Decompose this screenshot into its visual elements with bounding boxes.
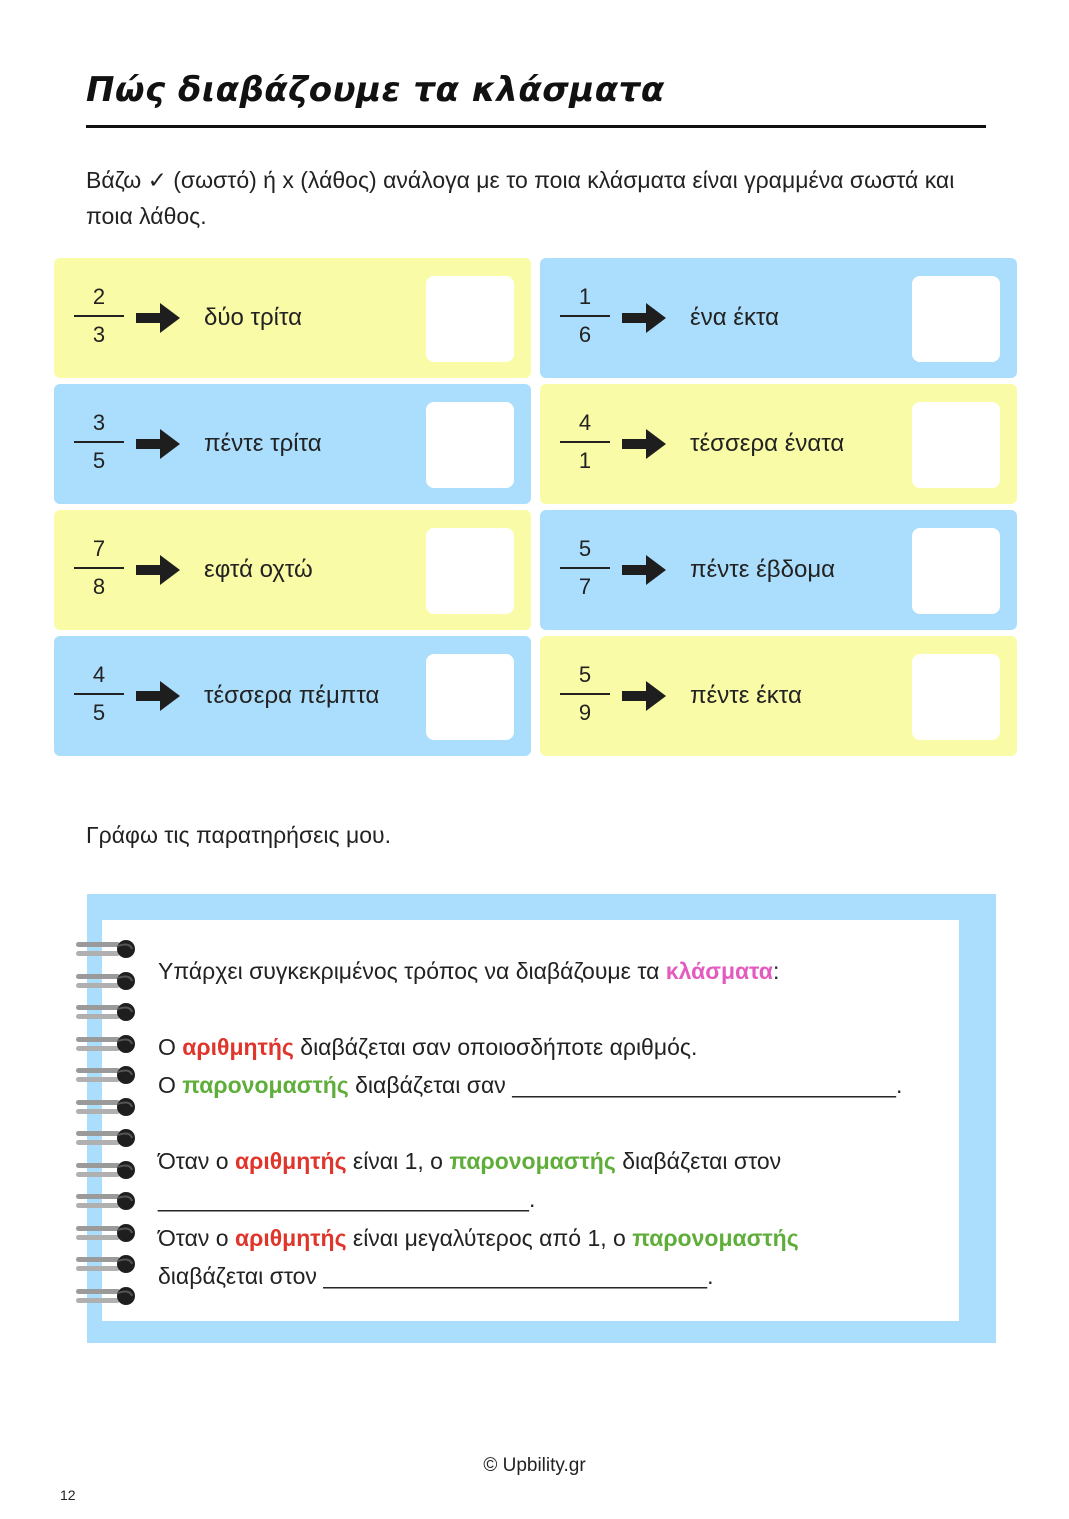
text: Όταν ο [158, 1225, 235, 1251]
answer-checkbox[interactable] [426, 276, 514, 362]
highlight-numerator: αριθμητής [234, 1148, 347, 1174]
fraction-card [54, 510, 531, 630]
spiral-ring-icon [74, 1190, 138, 1212]
answer-checkbox[interactable] [912, 528, 1000, 614]
arrow-right-icon [136, 679, 180, 713]
denominator: 7 [578, 574, 592, 599]
numerator: 3 [92, 410, 106, 435]
arrow-right-icon [622, 679, 666, 713]
fraction [74, 408, 124, 476]
fraction-bar [74, 315, 124, 317]
fraction-reading: πέντε τρίτα [204, 430, 322, 457]
arrow-right-icon [136, 301, 180, 335]
title-divider [86, 125, 986, 128]
spiral-ring-icon [74, 1222, 138, 1244]
copyright-footer: © Upbility.gr [483, 1455, 586, 1476]
text: : [772, 958, 780, 984]
notebook-line-4 [158, 1148, 781, 1175]
highlight-denominator: παρονομαστής [449, 1148, 616, 1174]
text: είναι 1, ο [346, 1148, 450, 1174]
spiral-ring-icon [74, 1033, 138, 1055]
denominator: 5 [92, 448, 106, 473]
fraction-bar [560, 441, 610, 443]
numerator: 4 [92, 662, 106, 687]
denominator: 5 [92, 700, 106, 725]
fill-in-blank[interactable]: διαβάζεται σαν ______________________________. [348, 1072, 903, 1098]
arrow-right-icon [622, 427, 666, 461]
fraction [560, 282, 610, 350]
spiral-ring-icon [74, 1253, 138, 1275]
denominator: 8 [92, 574, 106, 599]
text: Ο [158, 1034, 183, 1060]
spiral-ring-icon [74, 1127, 138, 1149]
fraction [74, 282, 124, 350]
arrow-right-icon [136, 427, 180, 461]
answer-checkbox[interactable] [912, 654, 1000, 740]
fraction-card [54, 384, 531, 504]
fraction [74, 534, 124, 602]
fraction-reading: πέντε έκτα [690, 682, 802, 709]
fraction [560, 408, 610, 476]
text: διαβάζεται στον [615, 1148, 782, 1174]
fraction-bar [560, 315, 610, 317]
answer-checkbox[interactable] [426, 402, 514, 488]
highlight-denominator: παρονομαστής [632, 1225, 799, 1251]
fraction-reading: πέντε έβδομα [690, 556, 836, 583]
text: διαβάζεται σαν οποιοσδήποτε αριθμός. [293, 1034, 698, 1060]
fill-in-blank[interactable]: _____________________________. [158, 1186, 536, 1212]
fraction-card [540, 384, 1017, 504]
denominator: 6 [578, 322, 592, 347]
numerator: 1 [578, 284, 592, 309]
fraction-bar [560, 567, 610, 569]
notebook-line-5 [158, 1186, 535, 1213]
spiral-ring-icon [74, 970, 138, 992]
denominator: 9 [578, 700, 592, 725]
page-number: 12 [60, 1487, 76, 1503]
denominator: 1 [578, 448, 592, 473]
text: Όταν ο [158, 1148, 235, 1174]
fraction-reading: ένα έκτα [690, 304, 779, 331]
fraction-card [540, 510, 1017, 630]
text: είναι μεγαλύτερος από 1, ο [346, 1225, 633, 1251]
fraction-bar [74, 567, 124, 569]
fraction-card [540, 258, 1017, 378]
fraction-reading: τέσσερα πέμπτα [204, 682, 380, 709]
arrow-right-icon [136, 553, 180, 587]
answer-checkbox[interactable] [426, 528, 514, 614]
notebook-line-7 [158, 1263, 713, 1290]
answer-checkbox[interactable] [912, 402, 1000, 488]
fraction-card [54, 258, 531, 378]
spiral-ring-icon [74, 1001, 138, 1023]
highlight-fractions: κλάσματα [665, 958, 773, 984]
fraction-bar [74, 441, 124, 443]
text: Υπάρχει συγκεκριμένος τρόπος να διαβάζουμε τα [158, 958, 666, 984]
numerator: 7 [92, 536, 106, 561]
numerator: 5 [578, 536, 592, 561]
notebook-line-3 [158, 1072, 902, 1099]
highlight-numerator: αριθμητής [234, 1225, 347, 1251]
fraction-bar [74, 693, 124, 695]
answer-checkbox[interactable] [912, 276, 1000, 362]
answer-checkbox[interactable] [426, 654, 514, 740]
spiral-ring-icon [74, 1096, 138, 1118]
notebook-line-6 [158, 1225, 799, 1252]
highlight-denominator: παρονομαστής [182, 1072, 349, 1098]
fraction-reading: εφτά οχτώ [204, 556, 313, 583]
page-title: Πώς διαβάζουμε τα κλάσματα [86, 70, 665, 110]
numerator: 5 [578, 662, 592, 687]
observations-label: Γράφω τις παρατηρήσεις μου. [86, 822, 391, 848]
spiral-ring-icon [74, 1285, 138, 1307]
text: Ο [158, 1072, 183, 1098]
numerator: 4 [578, 410, 592, 435]
fraction-reading: τέσσερα ένατα [690, 430, 845, 457]
spiral-ring-icon [74, 938, 138, 960]
spiral-ring-icon [74, 1064, 138, 1086]
denominator: 3 [92, 322, 106, 347]
notebook-line-2 [158, 1034, 697, 1061]
fraction-card [54, 636, 531, 756]
instruction-text: Βάζω ✓ (σωστό) ή x (λάθος) ανάλογα με το ποια κλάσματα είναι γραμμένα σωστά και ποια λάθος. [86, 167, 955, 229]
arrow-right-icon [622, 301, 666, 335]
notebook-line-1 [158, 958, 779, 985]
numerator: 2 [92, 284, 106, 309]
fraction [560, 660, 610, 728]
fraction-bar [560, 693, 610, 695]
fill-in-blank[interactable]: διαβάζεται στον ______________________________. [158, 1263, 714, 1289]
highlight-numerator: αριθμητής [182, 1034, 294, 1060]
arrow-right-icon [622, 553, 666, 587]
fraction-reading: δύο τρίτα [204, 304, 302, 331]
fraction-card [540, 636, 1017, 756]
fraction [560, 534, 610, 602]
fraction [74, 660, 124, 728]
spiral-ring-icon [74, 1159, 138, 1181]
